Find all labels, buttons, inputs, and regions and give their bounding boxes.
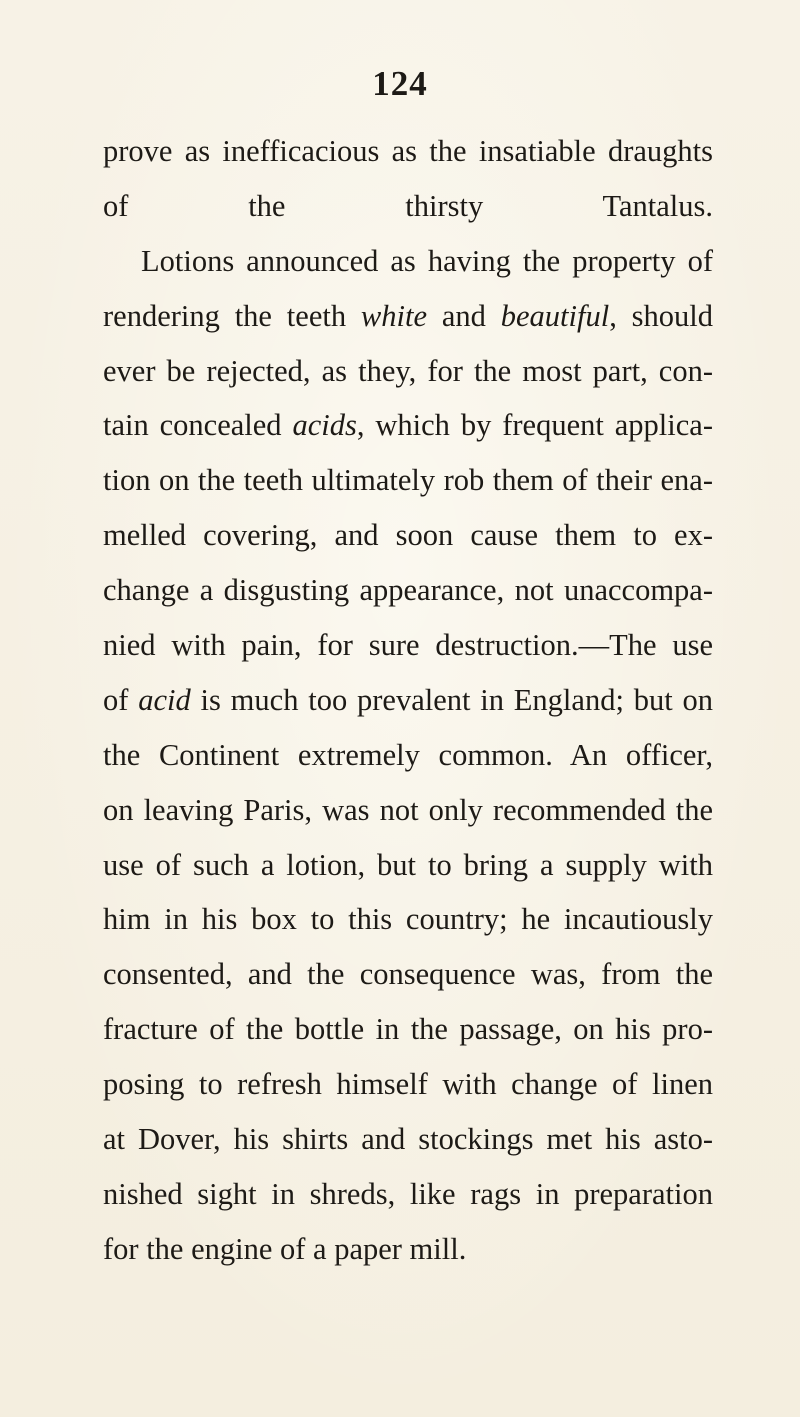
- text-line: use of such a lotion, but to bring a supply with: [103, 847, 713, 882]
- text-line: posing to refresh himself with change of linen: [103, 1067, 713, 1102]
- italic-word: acid: [138, 682, 191, 717]
- text-line: of acid is much too prevalent in England; but on: [103, 682, 713, 717]
- text-line: for the engine of a paper mill.: [103, 1231, 467, 1266]
- text-line: tain concealed acids, which by frequent applica-: [103, 408, 713, 443]
- text-line: of the thirsty Tantalus.: [103, 188, 713, 223]
- text-line: fracture of the bottle in the passage, on his pro-: [103, 1012, 713, 1047]
- text-line: at Dover, his shirts and stockings met his asto-: [103, 1122, 713, 1157]
- text-line: ever be rejected, as they, for the most part, con-: [103, 353, 713, 388]
- text-line: prove as inefficacious as the insatiable draughts: [103, 134, 713, 168]
- text-line: rendering the teeth white and beautiful, should: [103, 298, 713, 333]
- italic-word: white: [360, 298, 428, 333]
- text-line: tion on the teeth ultimately rob them of their ena-: [103, 463, 713, 498]
- text-line: change a disgusting appearance, not unaccompa-: [103, 573, 713, 608]
- italic-word: beautiful: [500, 298, 610, 333]
- text-line: melled covering, and soon cause them to ex-: [103, 518, 713, 553]
- text-line: consented, and the consequence was, from the: [103, 957, 713, 992]
- text-line: nished sight in shreds, like rags in preparation: [103, 1176, 713, 1211]
- text-line: the Continent extremely common. An officer,: [103, 737, 713, 772]
- text-line: on leaving Paris, was not only recommended the: [103, 792, 713, 827]
- page-number: 124: [372, 64, 428, 103]
- paragraph-start-line: Lotions announced as having the property of: [141, 243, 713, 278]
- body-text: [103, 124, 713, 1277]
- italic-word: acids: [292, 408, 357, 443]
- text-line: him in his box to this country; he incautiously: [103, 902, 713, 937]
- text-line: nied with pain, for sure destruction.—The use: [103, 628, 713, 663]
